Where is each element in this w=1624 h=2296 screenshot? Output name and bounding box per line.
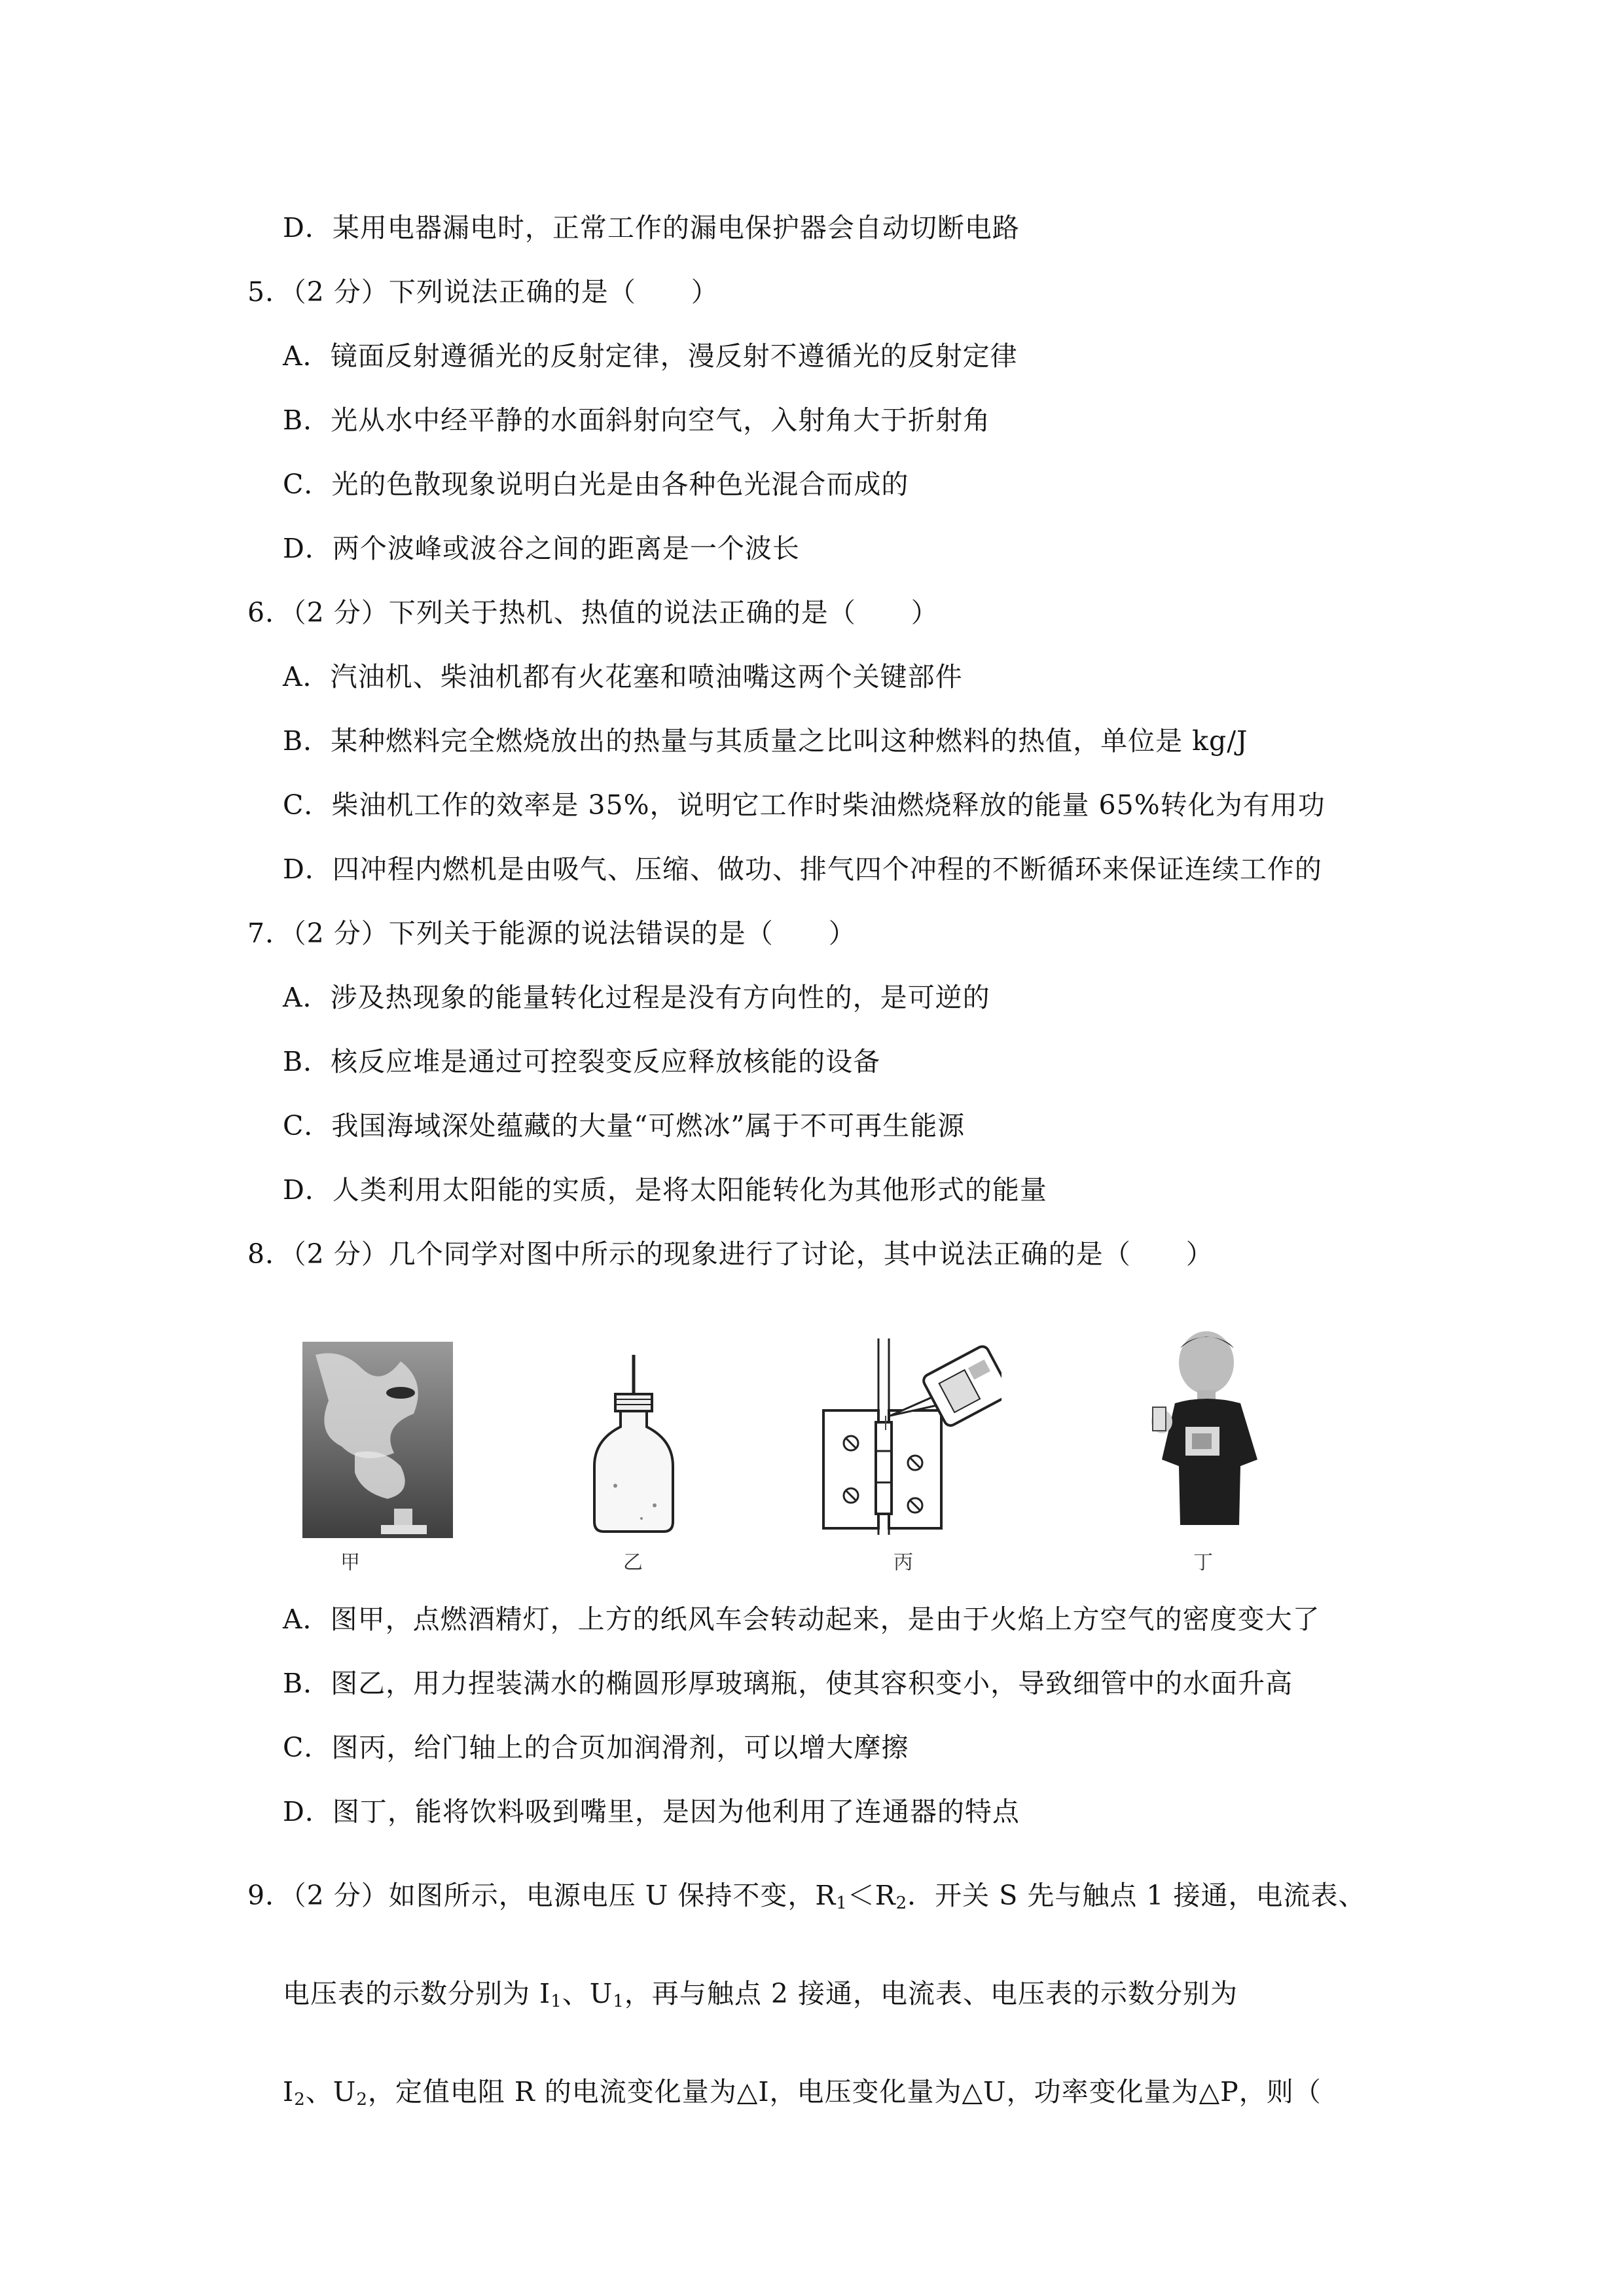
figure-label-ding: 丁 <box>1193 1551 1213 1574</box>
figure-ding-illustration <box>1129 1329 1286 1532</box>
figure-yi-illustration <box>583 1355 681 1538</box>
figure-label-jia: 甲 <box>340 1551 360 1574</box>
figure-ding <box>1129 1329 1286 1532</box>
q9-text: 、U <box>562 1978 613 2009</box>
q6-option-b: B．某种燃料完全燃烧放出的热量与其质量之比叫这种燃料的热值，单位是 kg/J <box>283 725 1248 757</box>
q5-option-d: D．两个波峰或波谷之间的距离是一个波长 <box>283 533 800 564</box>
q7-option-a: A．涉及热现象的能量转化过程是没有方向性的，是可逆的 <box>283 982 990 1013</box>
q8-stem: 8．（2 分）几个同学对图中所示的现象进行了讨论，其中说法正确的是（ ） <box>247 1238 1214 1270</box>
q9-subscript: 1 <box>836 1893 848 1913</box>
q5-option-a: A．镜面反射遵循光的反射定律，漫反射不遵循光的反射定律 <box>283 340 1018 372</box>
q7-option-c: C．我国海域深处蕴藏的大量“可燃冰”属于不可再生能源 <box>283 1110 965 1141</box>
q7-option-d: D．人类利用太阳能的实质，是将太阳能转化为其他形式的能量 <box>283 1174 1047 1206</box>
q5-stem: 5．（2 分）下列说法正确的是（ ） <box>247 276 719 308</box>
q9-subscript: 1 <box>613 1992 624 2011</box>
q5-option-b: B．光从水中经平静的水面斜射向空气，入射角大于折射角 <box>283 404 991 436</box>
q6-option-c: C．柴油机工作的效率是 35%，说明它工作时柴油燃烧释放的能量 65%转化为有用功 <box>283 789 1326 821</box>
figure-jia-illustration <box>302 1342 466 1538</box>
q9-subscript: 2 <box>895 1893 908 1913</box>
q9-subscript: 2 <box>294 2090 306 2109</box>
q9-text: I <box>283 2076 295 2108</box>
q6-stem: 6．（2 分）下列关于热机、热值的说法正确的是（ ） <box>247 597 939 628</box>
figure-jia <box>302 1342 466 1538</box>
figure-yi <box>583 1355 681 1538</box>
q5-option-c: C．光的色散现象说明白光是由各种色光混合而成的 <box>283 469 909 500</box>
q8-option-d: D．图丁，能将饮料吸到嘴里，是因为他利用了连通器的特点 <box>283 1796 1020 1827</box>
figure-label-yi: 乙 <box>623 1551 643 1574</box>
q6-option-a: A．汽油机、柴油机都有火花塞和喷油嘴这两个关键部件 <box>283 661 963 692</box>
q9-subscript: 1 <box>550 1992 562 2011</box>
q8-option-b: B．图乙，用力捏装满水的椭圆形厚玻璃瓶，使其容积变小，导致细管中的水面升高 <box>283 1668 1293 1699</box>
q9-text: 、U <box>305 2076 357 2108</box>
q9-stem-line-2 <box>283 1974 1238 2013</box>
q9-text: ．开关 S 先与触点 1 接通，电流表、 <box>907 1880 1366 1911</box>
q9-subscript: 2 <box>356 2090 368 2109</box>
q9-text: ，再与触点 2 接通，电流表、电压表的示数分别为 <box>624 1978 1238 2009</box>
figure-label-bing: 丙 <box>893 1551 913 1574</box>
q7-option-b: B．核反应堆是通过可控裂变反应释放核能的设备 <box>283 1046 881 1077</box>
q9-stem-line-3 <box>283 2072 1322 2111</box>
q7-stem: 7．（2 分）下列关于能源的说法错误的是（ ） <box>247 918 856 949</box>
q6-option-d: D．四冲程内燃机是由吸气、压缩、做功、排气四个冲程的不断循环来保证连续工作的 <box>283 853 1322 885</box>
q9-text: ，定值电阻 R 的电流变化量为△I，电压变化量为△U，功率变化量为△P，则（ <box>367 2076 1322 2108</box>
q4-option-d: D．某用电器漏电时，正常工作的漏电保护器会自动切断电路 <box>283 212 1020 243</box>
q8-option-a: A．图甲，点燃酒精灯，上方的纸风车会转动起来，是由于火焰上方空气的密度变大了 <box>283 1604 1320 1635</box>
figure-bing-illustration <box>818 1338 1001 1535</box>
figure-bing <box>818 1338 1001 1535</box>
q8-option-c: C．图丙，给门轴上的合页加润滑剂，可以增大摩擦 <box>283 1732 909 1763</box>
q9-text: 电压表的示数分别为 I <box>283 1978 551 2009</box>
q9-text: ＜R <box>847 1880 896 1911</box>
q9-text: 9．（2 分）如图所示，电源电压 U 保持不变，R <box>247 1880 837 1911</box>
q9-stem-line-1 <box>247 1876 1365 1915</box>
